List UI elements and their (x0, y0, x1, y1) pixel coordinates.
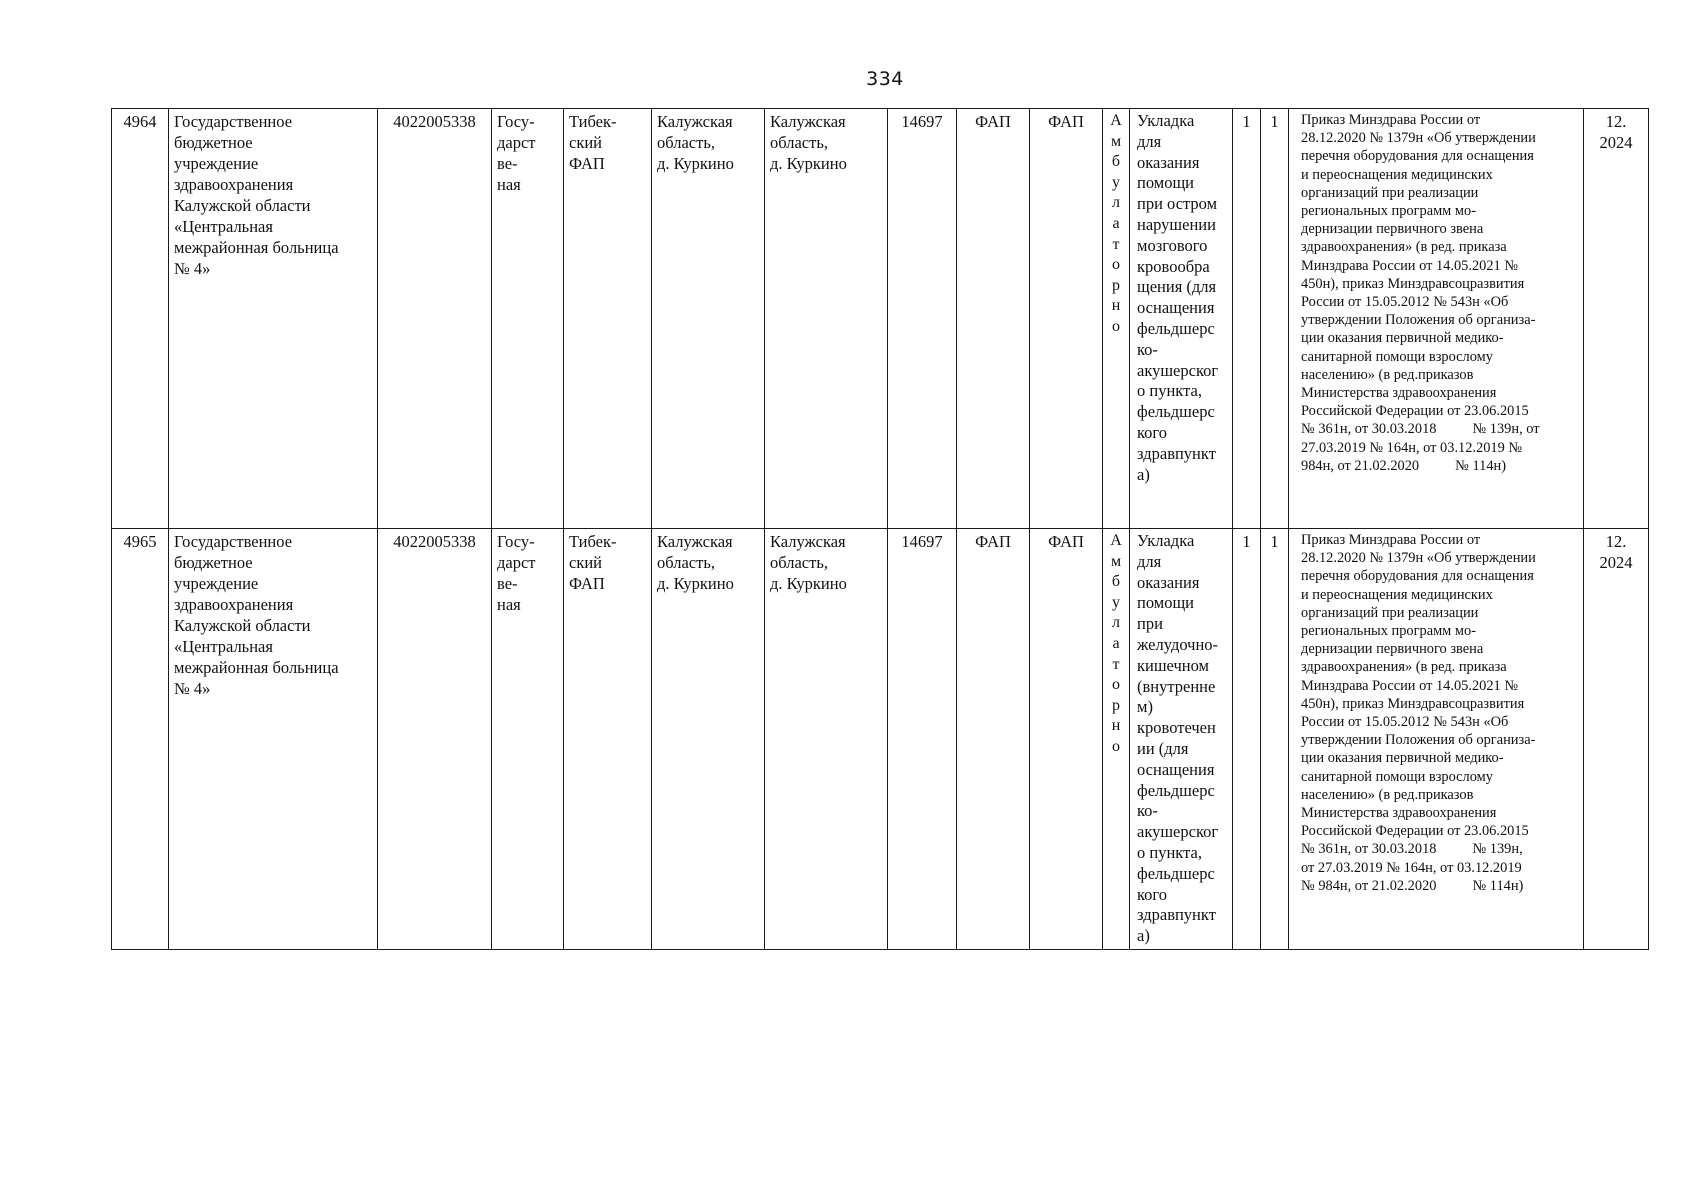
description-line: кровотечен (1137, 718, 1216, 738)
description-line: здравпункт (1137, 443, 1216, 463)
type-value: ФАП (975, 532, 1011, 551)
description-line: Укладка (1137, 531, 1195, 550)
mode-letter: б (1111, 573, 1121, 591)
description-line: (внутренне (1137, 676, 1216, 696)
description-line: акушерског (1137, 822, 1219, 842)
legal-basis-line: дернизации первичного звена (1301, 641, 1484, 658)
address-cell-2 (765, 529, 888, 950)
legal-basis-line: населению» (в ред.приказов (1301, 786, 1474, 803)
ownership-line: ная (497, 175, 521, 194)
description-line: а) (1137, 926, 1150, 946)
institution-line: Государственное (174, 112, 293, 131)
mode-letter: м (1110, 132, 1122, 150)
legal-basis-line: и переоснащения медицинских (1301, 166, 1493, 183)
mode-letter: л (1112, 614, 1120, 632)
legal-basis-line (1301, 877, 1579, 895)
institution-line: межрайонная больница (174, 658, 339, 677)
quantity-value: 1 (1242, 532, 1251, 551)
institution-line: учреждение (174, 154, 259, 173)
code-value: 14697 (901, 532, 943, 551)
mode-letter: б (1111, 153, 1121, 171)
mode-letter: о (1112, 676, 1120, 694)
facility-line: ФАП (569, 154, 605, 173)
mode-letter: т (1112, 655, 1120, 673)
ownership-line: Госу- (497, 112, 535, 131)
date-cell (1584, 109, 1649, 529)
type-value: ФАП (1048, 112, 1084, 131)
description-line: оказания (1137, 572, 1200, 592)
inn-cell (378, 529, 492, 950)
institution-line: «Центральная (174, 637, 273, 656)
inn-value: 4022005338 (393, 532, 476, 551)
address-cell (652, 109, 765, 529)
quantity-value: 1 (1242, 112, 1251, 131)
mode-letter: А (1110, 112, 1122, 129)
legal-basis-line: организаций при реализации (1301, 604, 1479, 621)
description-line: о пункта, (1137, 381, 1202, 401)
legal-basis-line: 450н), приказ Минздравсоцразвития (1301, 275, 1525, 292)
date-line: 12. (1605, 112, 1627, 131)
legal-basis-line: перечня оборудования для оснащения (1301, 568, 1534, 585)
facility-line: ский (569, 553, 602, 572)
description-line: оснащения (1137, 759, 1215, 779)
mode-letter: о (1112, 256, 1120, 274)
legal-basis-fragment: № 361н, от 30.03.2018 (1301, 421, 1437, 438)
mode-letter: а (1112, 634, 1120, 652)
address-cell (652, 529, 765, 950)
legal-basis-line: 450н), приказ Минздравсоцразвития (1301, 695, 1525, 712)
description-line: при (1137, 614, 1163, 634)
row-number-cell (112, 529, 169, 950)
legal-basis-line: утверждении Положения об организа- (1301, 732, 1536, 749)
ownership-line: Госу- (497, 532, 535, 551)
address-line: Калужская (770, 112, 846, 131)
ownership-cell (492, 529, 564, 950)
legal-basis-cell (1289, 529, 1584, 950)
mode-letter: у (1112, 173, 1120, 191)
facility-line: Тибек- (569, 112, 617, 131)
facility-cell (564, 109, 652, 529)
institution-line: Государственное (174, 532, 293, 551)
institution-line: бюджетное (174, 553, 253, 572)
institution-line: межрайонная больница (174, 238, 339, 257)
description-cell (1130, 109, 1233, 529)
quantity-cell-2 (1261, 529, 1289, 950)
institution-cell (169, 109, 378, 529)
facility-line: ФАП (569, 574, 605, 593)
row-number: 4964 (123, 112, 157, 131)
row-number: 4965 (123, 532, 157, 551)
legal-basis-fragment: № 361н, от 30.03.2018 (1301, 841, 1437, 858)
description-line: а) (1137, 464, 1150, 484)
legal-basis-line: санитарной помощи взрослому (1301, 768, 1493, 785)
facility-cell (564, 529, 652, 950)
legal-basis-fragment: № 114н) (1472, 877, 1524, 894)
mode-letter: т (1112, 235, 1120, 253)
legal-basis-line: Приказ Минздрава России от (1301, 532, 1481, 548)
legal-basis-line: региональных программ мо- (1301, 203, 1476, 220)
legal-basis-line: региональных программ мо- (1301, 623, 1476, 640)
mode-letter: н (1111, 297, 1121, 315)
legal-basis-line: ции оказания первичной медико- (1301, 330, 1504, 347)
description-line: ко- (1137, 339, 1158, 359)
legal-basis-line: 28.12.2020 № 1379н «Об утверждении (1301, 550, 1536, 567)
description-line: фельдшерс (1137, 780, 1215, 800)
description-line: о пункта, (1137, 842, 1202, 862)
description-line: помощи (1137, 593, 1194, 613)
legal-basis-line: Российской Федерации от 23.06.2015 (1301, 403, 1529, 420)
description-line: кровообра (1137, 256, 1210, 276)
legal-basis-line: населению» (в ред.приказов (1301, 366, 1474, 383)
legal-basis-line: перечня оборудования для оснащения (1301, 148, 1534, 165)
description-line: нарушении (1137, 214, 1216, 234)
legal-basis-line: России от 15.05.2012 № 543н «Об (1301, 294, 1509, 311)
type-value: ФАП (1048, 532, 1084, 551)
description-line: ии (для (1137, 738, 1189, 758)
institution-line: Калужской области (174, 616, 311, 635)
facility-line: Тибек- (569, 532, 617, 551)
mode-letter: л (1112, 194, 1120, 212)
address-line: область, (770, 553, 828, 572)
description-line: фельдшерс (1137, 863, 1215, 883)
row-number-cell (112, 109, 169, 529)
legal-basis-line: ции оказания первичной медико- (1301, 750, 1504, 767)
legal-basis-line: 28.12.2020 № 1379н «Об утверждении (1301, 130, 1536, 147)
mode-letter: А (1110, 532, 1122, 549)
code-cell (888, 529, 957, 950)
legal-basis-fragment: 984н, от 21.02.2020 (1301, 457, 1420, 474)
ownership-line: ная (497, 595, 521, 614)
address-cell-2 (765, 109, 888, 529)
legal-basis-line (1301, 420, 1579, 438)
code-cell (888, 109, 957, 529)
legal-basis-line: 27.03.2019 № 164н, от 03.12.2019 № (1301, 439, 1523, 456)
quantity-cell-2 (1261, 109, 1289, 529)
mode-letter: н (1111, 717, 1121, 735)
legal-basis-line: Минздрава России от 14.05.2021 № (1301, 677, 1519, 694)
mode-letter: о (1112, 737, 1120, 755)
legal-basis-line: Министерства здравоохранения (1301, 385, 1497, 402)
description-line: щения (для (1137, 277, 1217, 297)
ownership-line: дарст (497, 133, 536, 152)
legal-basis-cell (1289, 109, 1584, 529)
institution-line: «Центральная (174, 217, 273, 236)
description-line: помощи (1137, 173, 1194, 193)
legal-basis-fragment: № 139н, от (1472, 421, 1540, 438)
address-line: д. Куркино (657, 574, 734, 593)
description-line: оснащения (1137, 298, 1215, 318)
legal-basis-line: от 27.03.2019 № 164н, от 03.12.2019 (1301, 859, 1522, 876)
institution-cell (169, 529, 378, 950)
legal-basis-line: России от 15.05.2012 № 543н «Об (1301, 714, 1509, 731)
type-cell-2 (1030, 529, 1103, 950)
legal-basis-fragment: № 984н, от 21.02.2020 (1301, 877, 1437, 894)
mode-letter: р (1112, 276, 1120, 294)
type-value: ФАП (975, 112, 1011, 131)
description-line: кого (1137, 422, 1168, 442)
legal-basis-line (1301, 840, 1579, 858)
quantity-value: 1 (1270, 532, 1279, 551)
description-line: для (1137, 131, 1162, 151)
legal-basis-line: Приказ Минздрава России от (1301, 112, 1481, 128)
legal-basis-line: и переоснащения медицинских (1301, 586, 1493, 603)
legal-basis-line: организаций при реализации (1301, 184, 1479, 201)
address-line: д. Куркино (770, 574, 847, 593)
description-line: кишечном (1137, 655, 1209, 675)
legal-basis-line: здравоохранения» (в ред. приказа (1301, 659, 1507, 676)
address-line: Калужская (770, 532, 846, 551)
institution-line: № 4» (174, 679, 211, 698)
description-line: для (1137, 551, 1162, 571)
legal-basis-fragment: № 114н) (1455, 457, 1507, 474)
institution-line: бюджетное (174, 133, 253, 152)
institution-line: здравоохранения (174, 595, 294, 614)
legal-basis-line: санитарной помощи взрослому (1301, 348, 1493, 365)
mode-letter: р (1112, 696, 1120, 714)
description-line: оказания (1137, 152, 1200, 172)
mode-letter: м (1110, 552, 1122, 570)
registry-table (111, 108, 1649, 950)
institution-line: учреждение (174, 574, 259, 593)
type-cell (957, 529, 1030, 950)
quantity-value: 1 (1270, 112, 1279, 131)
mode-letter: о (1112, 317, 1120, 335)
address-line: д. Куркино (657, 154, 734, 173)
mode-cell (1103, 529, 1130, 950)
legal-basis-line: здравоохранения» (в ред. приказа (1301, 239, 1507, 256)
mode-letter: у (1112, 593, 1120, 611)
legal-basis-line: Минздрава России от 14.05.2021 № (1301, 257, 1519, 274)
ownership-cell (492, 109, 564, 529)
facility-line: ский (569, 133, 602, 152)
description-line: кого (1137, 884, 1168, 904)
type-cell-2 (1030, 109, 1103, 529)
address-line: Калужская (657, 532, 733, 551)
description-line: фельдшерс (1137, 402, 1215, 422)
address-line: область, (657, 553, 715, 572)
description-line: желудочно- (1137, 634, 1219, 654)
ownership-line: дарст (497, 553, 536, 572)
quantity-cell (1233, 109, 1261, 529)
date-line: 12. (1605, 532, 1627, 551)
inn-cell (378, 109, 492, 529)
institution-line: здравоохранения (174, 175, 294, 194)
address-line: д. Куркино (770, 154, 847, 173)
date-line: 2024 (1599, 553, 1633, 572)
type-cell (957, 109, 1030, 529)
code-value: 14697 (901, 112, 943, 131)
description-line: фельдшерс (1137, 318, 1215, 338)
table-row (112, 109, 1649, 529)
legal-basis-line: утверждении Положения об организа- (1301, 312, 1536, 329)
address-line: Калужская (657, 112, 733, 131)
description-line: здравпункт (1137, 905, 1216, 925)
date-cell (1584, 529, 1649, 950)
inn-value: 4022005338 (393, 112, 476, 131)
description-line: акушерског (1137, 360, 1219, 380)
address-line: область, (770, 133, 828, 152)
institution-line: Калужской области (174, 196, 311, 215)
legal-basis-fragment: № 139н, (1472, 841, 1523, 858)
page-number: 334 (866, 68, 904, 90)
mode-letter: а (1112, 214, 1120, 232)
description-line: ко- (1137, 801, 1158, 821)
quantity-cell (1233, 529, 1261, 950)
description-line: м) (1137, 697, 1153, 717)
description-cell (1130, 529, 1233, 950)
date-line: 2024 (1599, 133, 1633, 152)
ownership-line: ве- (497, 154, 518, 173)
description-line: Укладка (1137, 111, 1195, 130)
institution-line: № 4» (174, 259, 211, 278)
legal-basis-line (1301, 457, 1579, 475)
legal-basis-line: Министерства здравоохранения (1301, 805, 1497, 822)
mode-cell (1103, 109, 1130, 529)
address-line: область, (657, 133, 715, 152)
legal-basis-line: дернизации первичного звена (1301, 221, 1484, 238)
legal-basis-line: Российской Федерации от 23.06.2015 (1301, 823, 1529, 840)
table-row (112, 529, 1649, 950)
description-line: при остром (1137, 194, 1218, 214)
description-line: мозгового (1137, 235, 1208, 255)
ownership-line: ве- (497, 574, 518, 593)
